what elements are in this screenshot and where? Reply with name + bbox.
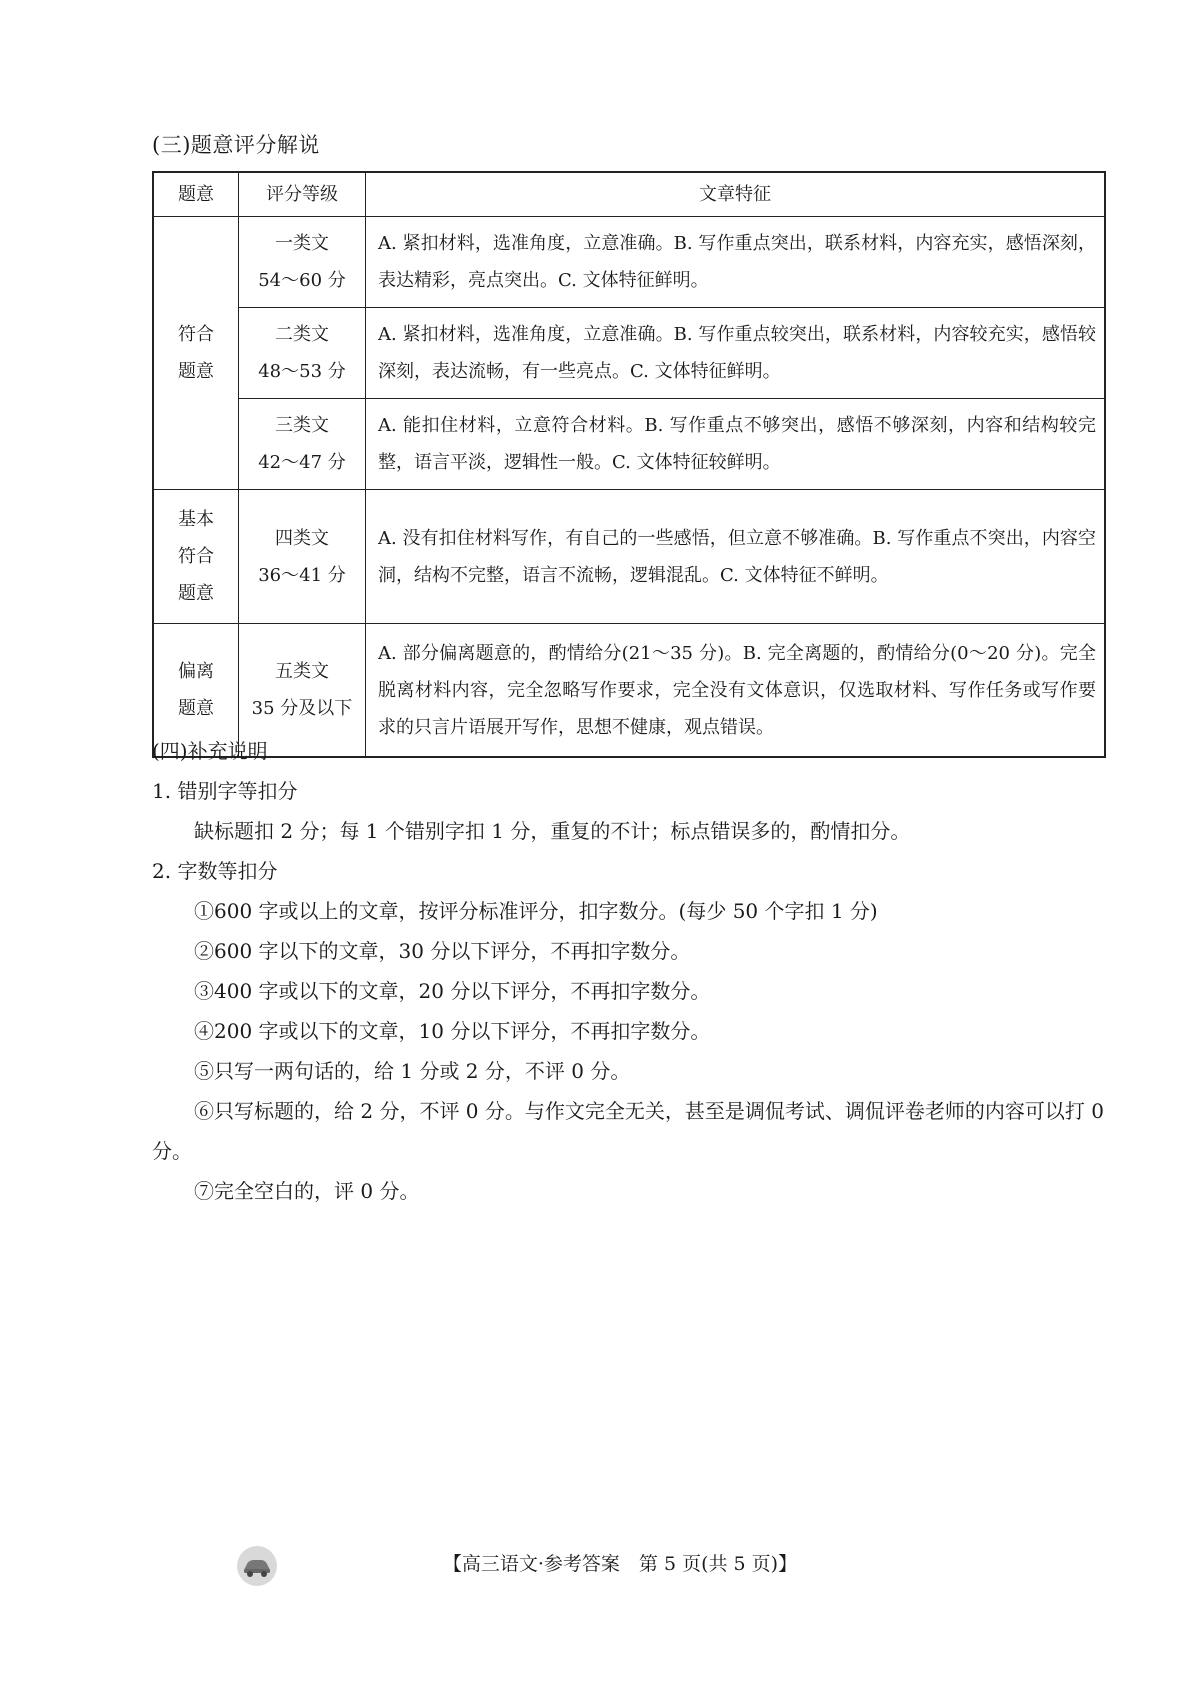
features-cell [366, 217, 1106, 308]
features-text: A. 紧扣材料，选准角度，立意准确。B. 写作重点较突出，联系材料，内容较充实，感悟较深刻，表达流畅，有一些亮点。C. 文体特征鲜明。 [378, 324, 1096, 382]
rule-point: ②600 字以下的文章，30 分以下评分，不再扣字数分。 [194, 939, 691, 963]
topic-label: 偏离题意 [178, 661, 214, 719]
grade-range: 54～60 分 [258, 270, 346, 291]
topic-cell-fit [153, 217, 239, 490]
grade-range: 42～47 分 [258, 452, 346, 473]
section-4-title: (四)补充说明 [152, 739, 268, 763]
features-cell [366, 490, 1106, 624]
grade-cell [239, 399, 366, 490]
grade-range: 48～53 分 [258, 361, 346, 382]
features-cell [366, 399, 1106, 490]
header-topic: 题意 [153, 172, 239, 217]
rule-point: ④200 字或以下的文章，10 分以下评分，不再扣字数分。 [194, 1019, 711, 1043]
table-row [153, 308, 1105, 399]
grading-table [152, 171, 1106, 758]
grading-table-header-row [153, 172, 1105, 217]
table-row [153, 399, 1105, 490]
topic-label: 基本符合题意 [178, 509, 214, 604]
item-2-title: 2. 字数等扣分 [152, 859, 278, 883]
grade-cell [239, 490, 366, 624]
rule-point: ③400 字或以下的文章，20 分以下评分，不再扣字数分。 [194, 979, 711, 1003]
table-row [153, 217, 1105, 308]
rule-point: ⑥只写标题的，给 2 分，不评 0 分。与作文完全无关，甚至是调侃考试、调侃评卷老师的内容可以打 0 分。 [152, 1099, 1104, 1163]
item-1-body: 缺标题扣 2 分；每 1 个错别字扣 1 分，重复的不计；标点错误多的，酌情扣分。 [194, 819, 911, 843]
grade-name: 五类文 [275, 661, 329, 682]
grade-cell [239, 308, 366, 399]
grade-name: 一类文 [275, 233, 329, 254]
rule-point: ①600 字或以上的文章，按评分标准评分，扣字数分。(每少 50 个字扣 1 分) [194, 899, 878, 923]
grade-name: 四类文 [275, 527, 329, 549]
item-1-title: 1. 错别字等扣分 [152, 779, 298, 803]
features-cell [366, 308, 1106, 399]
page-footer: 【高三语文·参考答案 第 5 页(共 5 页)】 [442, 1553, 798, 1575]
features-text: A. 能扣住材料，立意符合材料。B. 写作重点不够突出，感悟不够深刻，内容和结构较完整，语言平淡，逻辑性一般。C. 文体特征较鲜明。 [378, 415, 1096, 473]
grade-range: 36～41 分 [258, 564, 346, 586]
features-text: A. 紧扣材料，选准角度，立意准确。B. 写作重点突出，联系材料，内容充实，感悟深刻，表达精彩，亮点突出。C. 文体特征鲜明。 [378, 233, 1096, 291]
header-features: 文章特征 [366, 172, 1106, 217]
topic-cell-basic [153, 490, 239, 624]
section-3-title: (三)题意评分解说 [152, 133, 320, 157]
grade-cell [239, 217, 366, 308]
grade-range: 35 分及以下 [251, 698, 353, 719]
header-grade: 评分等级 [239, 172, 366, 217]
table-row [153, 490, 1105, 624]
features-text: A. 没有扣住材料写作，有自己的一些感悟，但立意不够准确。B. 写作重点不突出，内容空洞，结构不完整，语言不流畅，逻辑混乱。C. 文体特征不鲜明。 [378, 527, 1096, 586]
rule-point: ⑦完全空白的，评 0 分。 [194, 1179, 420, 1203]
grade-name: 三类文 [275, 415, 329, 436]
topic-label: 符合题意 [178, 324, 214, 382]
grade-name: 二类文 [275, 324, 329, 345]
features-text: A. 部分偏离题意的，酌情给分(21～35 分)。B. 完全离题的，酌情给分(0～20 分)。完全脱离材料内容，完全忽略写作要求，完全没有文体意识，仅选取材料、写作任务或写作要求的只言片语展开写作，思想不健康，观点错误。 [378, 642, 1096, 738]
rule-point: ⑤只写一两句话的，给 1 分或 2 分，不评 0 分。 [194, 1059, 631, 1083]
